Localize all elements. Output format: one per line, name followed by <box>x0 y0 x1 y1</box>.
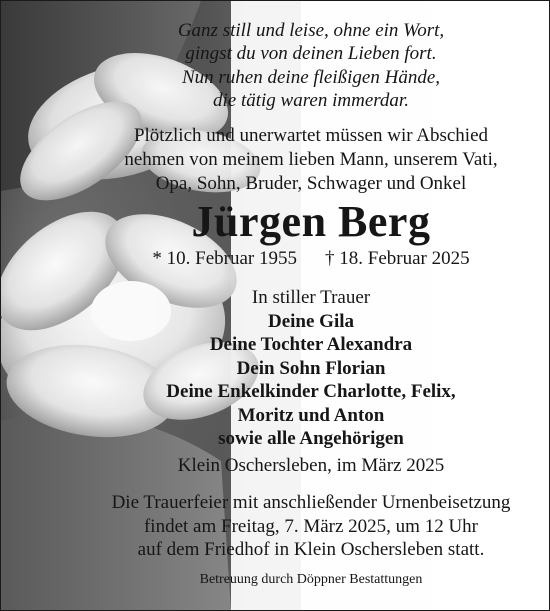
poem-line: die tätig waren immerdar. <box>213 90 409 112</box>
undertaker-credit: Betreuung durch Döppner Bestattungen <box>199 572 423 587</box>
intro-line: Opa, Sohn, Bruder, Schwager und Onkel <box>155 173 467 194</box>
poem-line: Ganz still und leise, ohne ein Wort, <box>177 20 445 41</box>
mourner-line: Deine Gila <box>267 310 355 332</box>
mourner-line: Deine Tochter Alexandra <box>209 334 413 355</box>
mourner-line: Moritz und Anton <box>237 404 385 426</box>
mourner-line: Dein Sohn Florian <box>236 357 386 379</box>
ceremony-line: findet am Freitag, 7. März 2025, um 12 Uhr <box>143 515 478 537</box>
life-dates <box>81 247 541 271</box>
intro-line: Plötzlich und unerwartet müssen wir Abschied <box>133 125 489 146</box>
mourners-heading: In stiller Trauer <box>251 287 371 308</box>
mourner-line: Deine Enkelkinder Charlotte, Felix, <box>166 381 456 402</box>
intro-line: nehmen von meinem lieben Mann, unserem Vati, <box>124 149 498 170</box>
death-date: † 18. Februar 2025 <box>325 248 470 269</box>
ceremony-line: Die Trauerfeier mit anschließender Urnenbeisetzung <box>111 492 511 513</box>
birth-date: * 10. Februar 1955 <box>152 248 297 269</box>
intro-text <box>81 124 541 196</box>
place-and-date: Klein Oschersleben, im März 2025 <box>177 455 445 476</box>
poem-line: Nun ruhen deine fleißigen Hände, <box>181 66 441 88</box>
poem-line: gingst du von deinen Lieben fort. <box>185 43 437 65</box>
mourner-line: sowie alle Angehörigen <box>218 428 404 449</box>
deceased-name: Jürgen Berg <box>191 197 431 246</box>
ceremony-info <box>81 491 541 562</box>
mourners-list <box>81 286 541 451</box>
ceremony-line: auf dem Friedhof in Klein Oschersleben statt. <box>137 539 485 560</box>
poem <box>91 19 531 113</box>
